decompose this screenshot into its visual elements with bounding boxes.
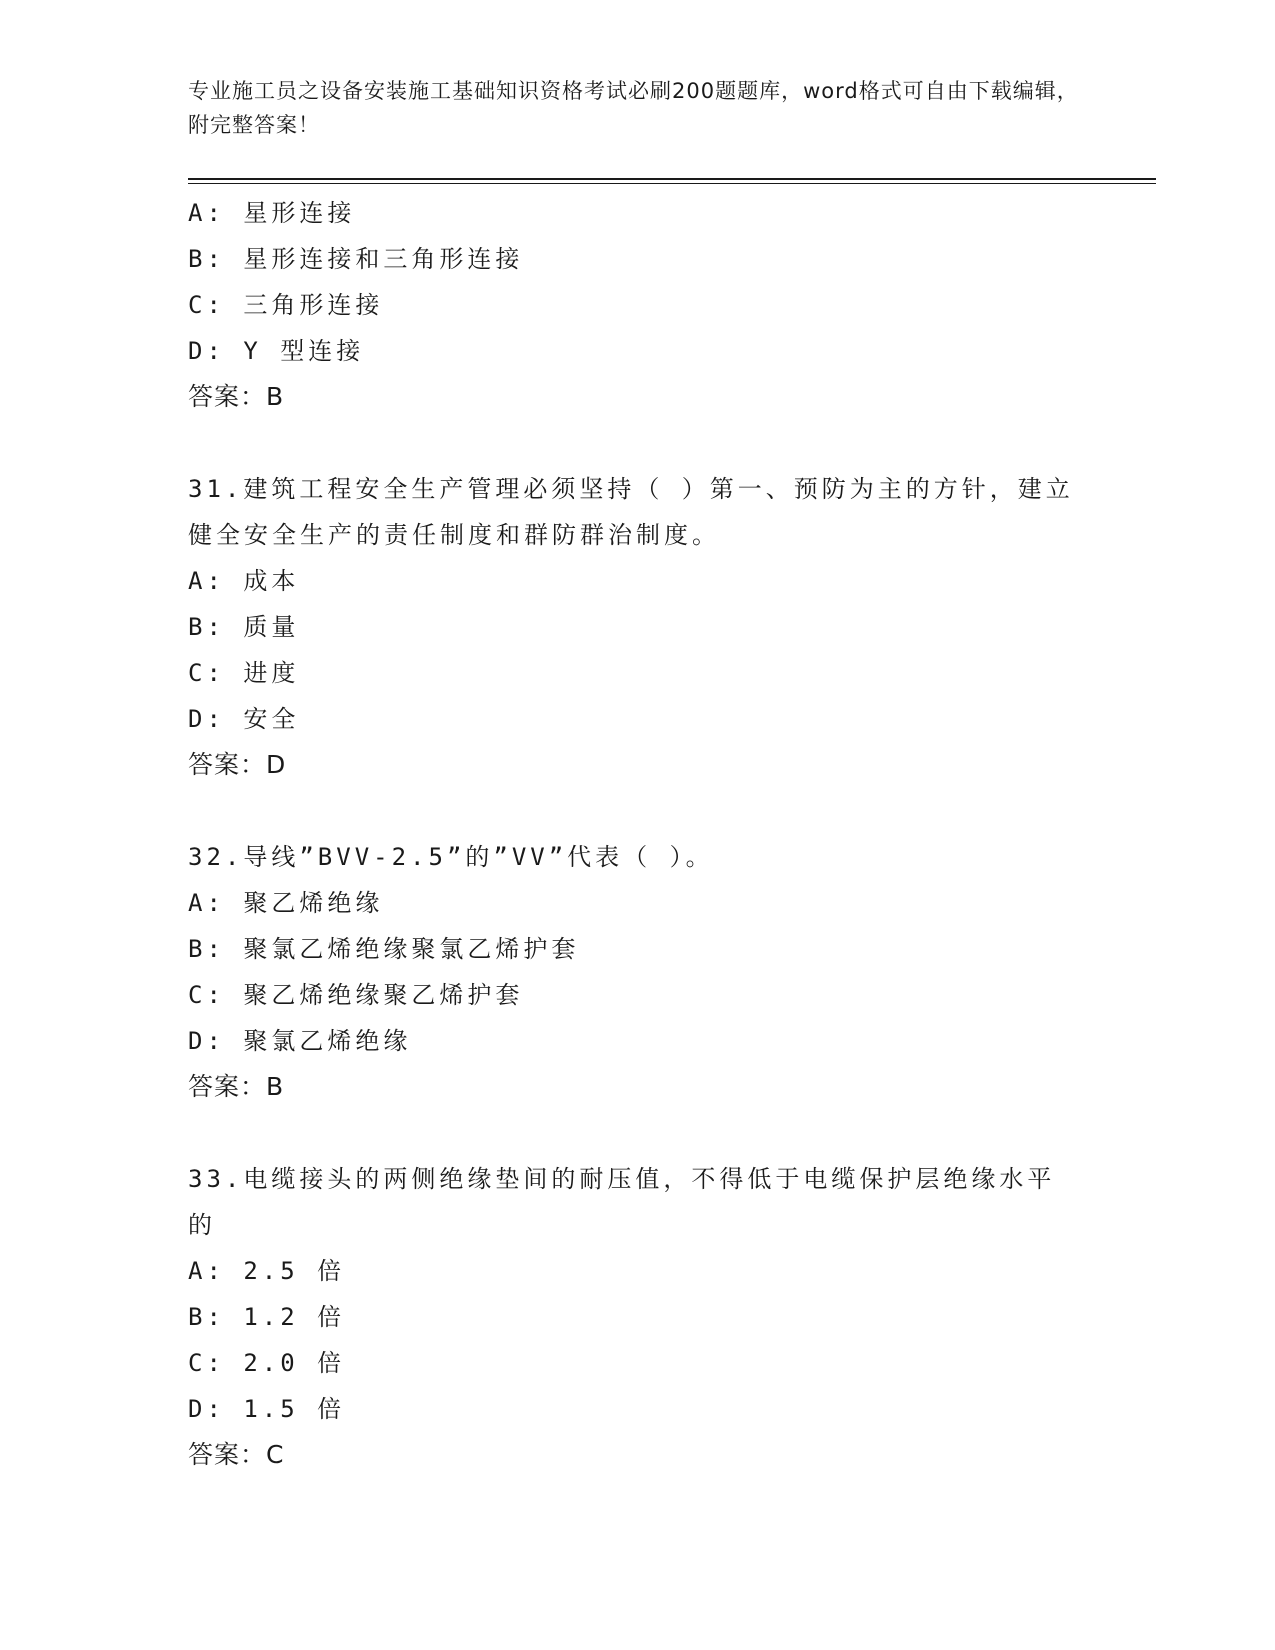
question-31-block (188, 466, 1088, 788)
option-b: B: 聚氯乙烯绝缘聚氯乙烯护套 (188, 935, 580, 963)
option-a: A: 星形连接 (188, 199, 356, 227)
answer-line: 答案：C (188, 1440, 285, 1469)
question-30-block (188, 190, 1088, 420)
option-d: D: Y 型连接 (188, 337, 365, 365)
option-a: A: 2.5 倍 (188, 1257, 346, 1285)
option-b: B: 1.2 倍 (188, 1303, 346, 1331)
spacer (188, 788, 1088, 834)
header-divider-thin (188, 183, 1156, 184)
question-33-block (188, 1156, 1088, 1478)
question-text: 32.导线”BVV-2.5”的”VV”代表（ ）。 (188, 843, 714, 871)
option-c: C: 聚乙烯绝缘聚乙烯护套 (188, 981, 524, 1009)
question-content (188, 190, 1088, 1478)
question-text: 31.建筑工程安全生产管理必须坚持（ ）第一、预防为主的方针，建立健全安全生产的责任制度和群防群治制度。 (188, 475, 1074, 549)
option-c: C: 三角形连接 (188, 291, 384, 319)
spacer (188, 1110, 1088, 1156)
option-a: A: 成本 (188, 567, 300, 595)
option-b: B: 星形连接和三角形连接 (188, 245, 524, 273)
option-c: C: 进度 (188, 659, 300, 687)
spacer (188, 420, 1088, 466)
option-b: B: 质量 (188, 613, 300, 641)
option-d: D: 1.5 倍 (188, 1395, 346, 1423)
answer-line: 答案：D (188, 750, 287, 779)
question-32-block (188, 834, 1088, 1110)
question-text: 33.电缆接头的两侧绝缘垫间的耐压值，不得低于电缆保护层绝缘水平的 (188, 1165, 1056, 1239)
answer-line: 答案：B (188, 1072, 285, 1101)
document-header: 专业施工员之设备安装施工基础知识资格考试必刷200题题库，word格式可自由下载编辑，附完整答案！ (188, 79, 1079, 137)
option-d: D: 安全 (188, 705, 300, 733)
header-divider-thick (188, 178, 1156, 180)
option-a: A: 聚乙烯绝缘 (188, 889, 384, 917)
answer-line: 答案：B (188, 382, 285, 411)
option-d: D: 聚氯乙烯绝缘 (188, 1027, 412, 1055)
option-c: C: 2.0 倍 (188, 1349, 346, 1377)
